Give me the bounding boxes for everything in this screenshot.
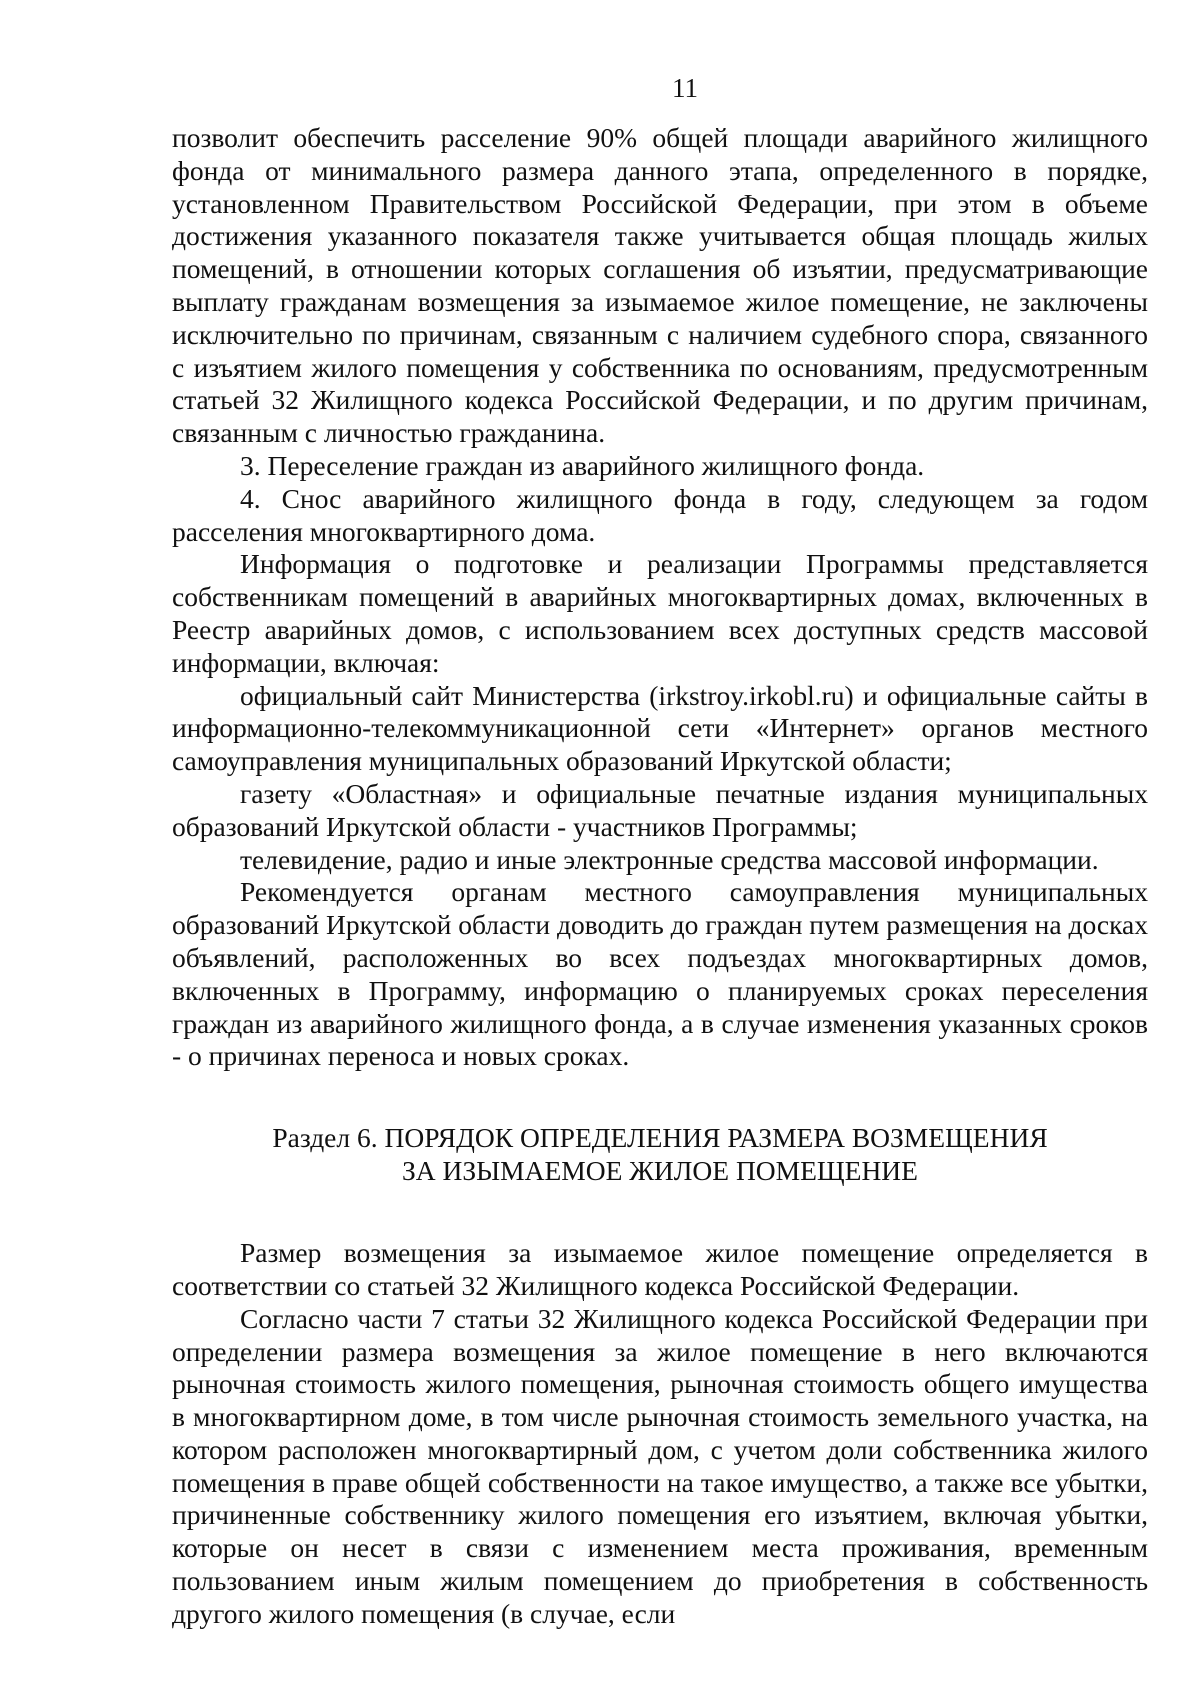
list-item-3: 3. Переселение граждан из аварийного жилищного фонда. [240,449,925,481]
paragraph-compensation-size: Размер возмещения за изымаемое жилое помещение определяется в соответствии со статьей 32 Жилищного кодекса Российской Федерации. [172,1237,1148,1301]
list-item-4: 4. Снос аварийного жилищного фонда в году, следующем за годом расселения многоквартирного дома. [172,482,1148,547]
paragraph-continuation: позволит обеспечить расселение 90% общей площади аварийного жилищного фонда от минимального размера данного этапа, определенного в порядке, установленном Правительством Российской Федерации, при этом в объеме достижения указанного показателя также учитывается общая площадь жилых помещений, в отношении которых соглашения об изъятии, предусматривающие выплату гражданам возмещения за изымаемое жилое помещение, не заключены исключительно по причинам, связанным с наличием судебного спора, связанного с изъятием жилого помещения у собственника по основаниям, предусмотренным статьей 32 Жилищного кодекса Российской Федерации, и по другим причинам, связанным с личностью гражданина. [172,122,1148,449]
document-body [172,122,1148,1631]
paragraph-recommendation: Рекомендуется органам местного самоуправления муниципальных образований Иркутской области доводить до граждан путем размещения на досках объявлений, расположенных во всех подъездах многоквартирных домов, включенных в Программу, информацию о планируемых сроках переселения граждан из аварийного жилищного фонда, а в случае изменения указанных сроков - о причинах переноса и новых сроках. [172,876,1148,1072]
paragraph-part-7: Согласно части 7 статьи 32 Жилищного кодекса Российской Федерации при определении размера возмещения за жилое помещение в него включаются рыночная стоимость жилого помещения, рыночная стоимость общего имущества в многоквартирном доме, в том числе рыночная стоимость земельного участка, на котором расположен многоквартирный дом, с учетом доли собственника жилого помещения в праве общей собственности на такое имущество, а также все убытки, причиненные собственнику жилого помещения его изъятием, включая убытки, которые он несет в связи с изменением места проживания, временным пользованием иным жилым помещением до приобретения в собственность другого жилого помещения (в случае, если [172,1302,1148,1629]
paragraph-television: телевидение, радио и иные электронные средства массовой информации. [240,843,1099,875]
section-heading [172,1121,1148,1187]
paragraph-newspaper: газету «Областная» и официальные печатные издания муниципальных образований Иркутской области - участников Программы; [172,777,1148,842]
paragraph-official-site: официальный сайт Министерства (irkstroy.irkobl.ru) и официальные сайты в информационно-телекоммуникационной сети «Интернет» органов местного самоуправления муниципальных образований Иркутской области; [172,679,1148,777]
paragraph-information: Информация о подготовке и реализации Программы представляется собственникам помещений в аварийных многоквартирных домах, включенных в Реестр аварийных домов, с использованием всех доступных средств массовой информации, включая: [172,548,1148,678]
page-number: 11 [672,73,698,103]
section-heading-line2: ЗА ИЗЫМАЕМОЕ ЖИЛОЕ ПОМЕЩЕНИЕ [402,1155,918,1187]
section-heading-line1: Раздел 6. ПОРЯДОК ОПРЕДЕЛЕНИЯ РАЗМЕРА ВОЗМЕЩЕНИЯ [272,1122,1048,1154]
